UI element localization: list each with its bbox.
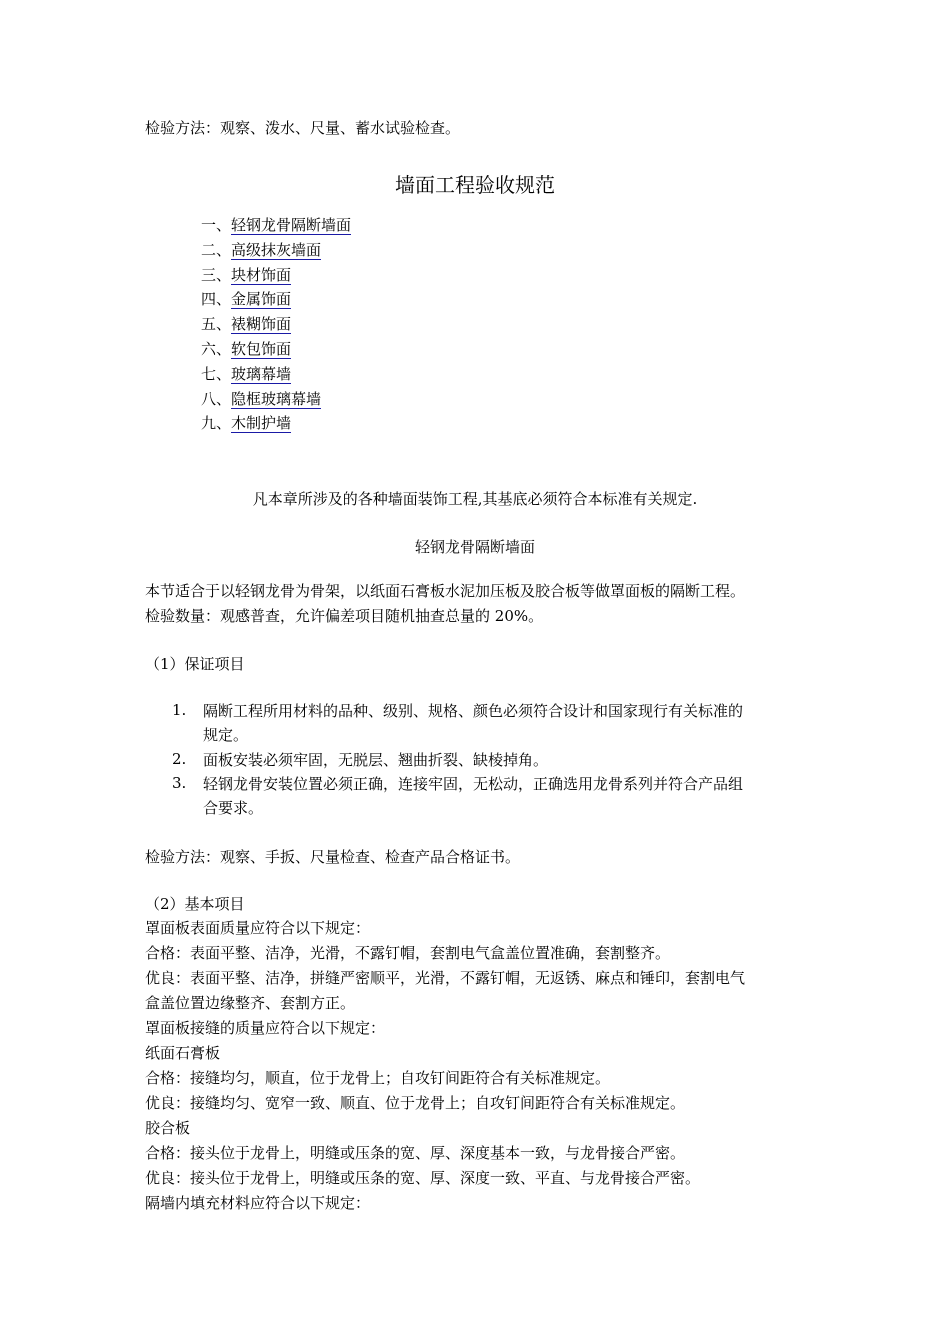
toc-item[interactable]	[201, 388, 351, 413]
inspection-method-2: 检验方法：观察、手扳、尺量检查、检查产品合格证书。	[145, 848, 521, 866]
toc-prefix: 四、	[201, 290, 232, 309]
toc-prefix: 一、	[201, 216, 232, 234]
list-item	[203, 748, 813, 772]
list-number: 1.	[172, 701, 187, 719]
scope-paragraph: 本节适合于以轻钢龙骨为骨架，以纸面石膏板水泥加压板及胶合板等做罩面板的隔断工程。	[145, 582, 746, 600]
toc-link[interactable]: 木制护墙	[231, 414, 292, 433]
table-of-contents	[201, 214, 351, 437]
basic-line: 合格：接头位于龙骨上，明缝或压条的宽、厚、深度基本一致，与龙骨接合严密。	[145, 1144, 686, 1162]
toc-link[interactable]: 裱糊饰面	[231, 315, 292, 334]
list-item-line: 轻钢龙骨安装位置必须正确，连接牢固，无松动，正确选用龙骨系列并符合产品组	[203, 775, 744, 793]
list-item-line: 隔断工程所用材料的品种、级别、规格、颜色必须符合设计和国家现行有关标准的	[203, 702, 744, 720]
basic-line: 盒盖位置边缘整齐、套割方正。	[145, 994, 356, 1012]
basic-heading: （2）基本项目	[145, 895, 245, 913]
basic-line: 纸面石膏板	[145, 1044, 221, 1062]
intro-statement: 凡本章所涉及的各种墙面装饰工程,其基底必须符合本标准有关规定.	[252, 490, 698, 508]
basic-line: 合格：表面平整、洁净，光滑，不露钉帽，套割电气盒盖位置准确，套割整齐。	[145, 944, 671, 962]
toc-link[interactable]: 高级抹灰墙面	[231, 240, 322, 259]
basic-line: 优良：表面平整、洁净，拼缝严密顺平，光滑，不露钉帽，无返锈、麻点和锤印，套割电气	[145, 969, 746, 987]
basic-line: 胶合板	[145, 1119, 191, 1137]
list-item	[203, 699, 813, 747]
basic-line: 合格：接缝均匀，顺直，位于龙骨上；自攻钉间距符合有关标准规定。	[145, 1069, 611, 1087]
toc-link[interactable]: 软包饰面	[231, 339, 292, 358]
toc-prefix: 七、	[201, 364, 232, 383]
list-item-line: 面板安装必须牢固，无脱层、翘曲折裂、缺棱掉角。	[203, 751, 549, 769]
basic-line: 罩面板表面质量应符合以下规定：	[145, 919, 371, 937]
inspection-quantity: 检验数量：观感普查，允许偏差项目随机抽查总量的 20%。	[145, 607, 544, 625]
list-item	[203, 772, 813, 820]
toc-item[interactable]	[201, 338, 351, 363]
basic-line: 隔墙内填充材料应符合以下规定：	[145, 1194, 371, 1212]
section-title: 轻钢龙骨隔断墙面	[414, 538, 535, 556]
toc-item[interactable]	[201, 313, 351, 338]
toc-link[interactable]: 隐框玻璃幕墙	[231, 389, 322, 408]
toc-prefix: 六、	[201, 339, 232, 358]
toc-prefix: 八、	[201, 389, 232, 408]
list-item-line: 合要求。	[203, 799, 264, 817]
list-number: 3.	[172, 774, 187, 792]
list-item-line: 规定。	[203, 726, 249, 744]
toc-item[interactable]	[201, 214, 351, 239]
toc-link[interactable]: 玻璃幕墙	[231, 364, 292, 383]
toc-link[interactable]: 块材饰面	[231, 265, 292, 284]
toc-prefix: 二、	[201, 240, 232, 259]
basic-line: 优良：接缝均匀、宽窄一致、顺直、位于龙骨上；自攻钉间距符合有关标准规定。	[145, 1094, 686, 1112]
inspection-method-line: 检验方法：观察、泼水、尺量、蓄水试验检查。	[145, 119, 461, 137]
toc-item[interactable]	[201, 239, 351, 264]
toc-item[interactable]	[201, 264, 351, 289]
toc-link[interactable]: 轻钢龙骨隔断墙面	[231, 216, 352, 234]
basic-line: 优良：接头位于龙骨上，明缝或压条的宽、厚、深度一致、平直、与龙骨接合严密。	[145, 1169, 701, 1187]
toc-item[interactable]	[201, 363, 351, 388]
list-number: 2.	[172, 750, 187, 768]
page-title: 墙面工程验收规范	[395, 173, 555, 197]
toc-item[interactable]	[201, 412, 351, 437]
guarantee-heading: （1）保证项目	[145, 655, 245, 673]
toc-item[interactable]	[201, 288, 351, 313]
toc-prefix: 三、	[201, 265, 232, 284]
toc-prefix: 九、	[201, 414, 232, 433]
toc-prefix: 五、	[201, 315, 232, 334]
toc-link[interactable]: 金属饰面	[231, 290, 292, 309]
basic-line: 罩面板接缝的质量应符合以下规定：	[145, 1019, 386, 1037]
